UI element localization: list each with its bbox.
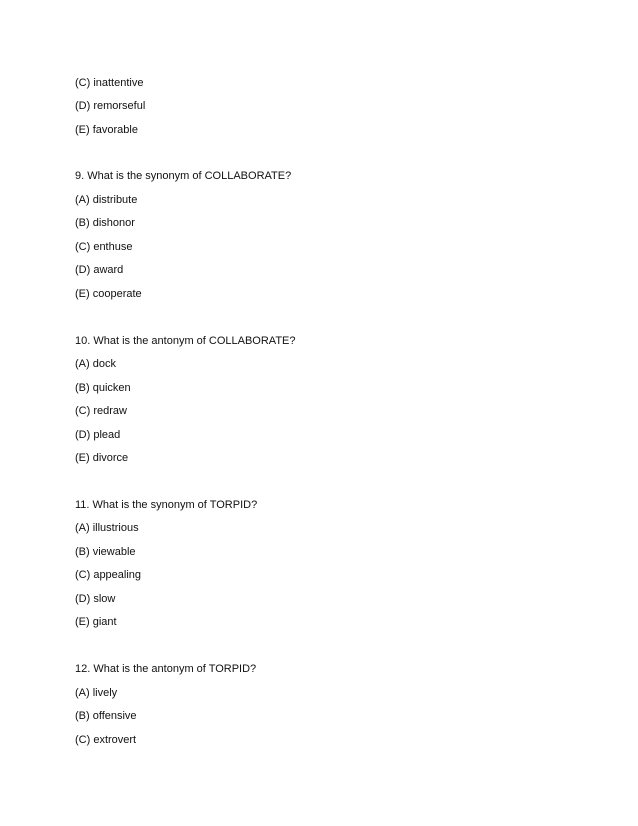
question-12: 12. What is the antonym of TORPID?	[75, 663, 257, 675]
option-10b: (B) quicken	[75, 382, 131, 394]
option-11c: (C) appealing	[75, 569, 142, 581]
option-9c: (C) enthuse	[75, 241, 133, 253]
option-10d: (D) plead	[75, 429, 121, 441]
option-8e: (E) favorable	[75, 124, 138, 136]
question-11: 11. What is the synonym of TORPID?	[75, 499, 258, 511]
option-12c: (C) extrovert	[75, 734, 137, 746]
option-12a: (A) lively	[75, 687, 118, 699]
option-8d: (D) remorseful	[75, 100, 146, 112]
option-10e: (E) divorce	[75, 452, 129, 464]
option-8c: (C) inattentive	[75, 77, 144, 89]
option-11d: (D) slow	[75, 593, 116, 605]
option-10c: (C) redraw	[75, 405, 127, 417]
option-9d: (D) award	[75, 264, 124, 276]
option-12b: (B) offensive	[75, 710, 137, 722]
option-11a: (A) illustrious	[75, 522, 139, 534]
option-11e: (E) giant	[75, 616, 117, 628]
question-9: 9. What is the synonym of COLLABORATE?	[75, 170, 292, 182]
question-10: 10. What is the antonym of COLLABORATE?	[75, 335, 296, 347]
option-10a: (A) dock	[75, 358, 116, 370]
option-11b: (B) viewable	[75, 546, 136, 558]
option-9a: (A) distribute	[75, 194, 138, 206]
option-9e: (E) cooperate	[75, 288, 142, 300]
option-9b: (B) dishonor	[75, 217, 135, 229]
